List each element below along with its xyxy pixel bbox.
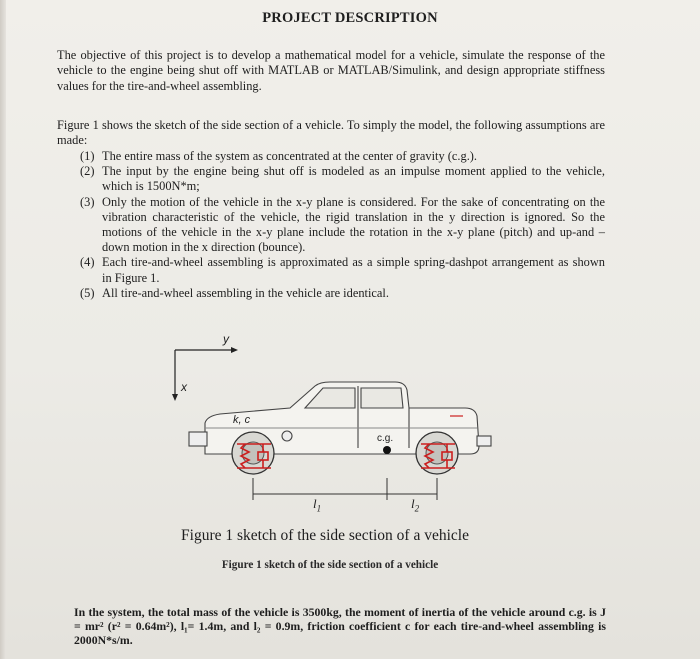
assumption-item: [80, 195, 605, 256]
figure-caption-large: Figure 1 sketch of the side section of a vehicle: [181, 527, 469, 544]
x-axis-arrow: [172, 394, 178, 401]
assumption-item: [80, 164, 605, 194]
intro-paragraph: The objective of this project is to develop a mathematical model for a vehicle, simulate the response of the vehicle to the engine being shut off with MATLAB or MATLAB/Simulink, and design appropriate stiffness values for the tire-and-wheel assembling.: [57, 48, 605, 93]
center-of-gravity-dot: [383, 446, 391, 454]
axis-y-label: y: [223, 332, 229, 346]
figure-caption-small: Figure 1 sketch of the side section of a vehicle: [221, 559, 439, 571]
assumption-text: Each tire-and-wheel assembling is approximated as a simple spring-dashpot arrangement as shown in Figure 1.: [102, 255, 605, 285]
rear-window: [361, 388, 403, 408]
vehicle-figure: [165, 328, 555, 523]
assumption-item: [80, 255, 605, 285]
l2-label: $l_2$: [411, 496, 420, 514]
assumption-item: [80, 286, 605, 301]
assumption-text: The input by the engine being shut off is modeled as an impulse moment applied to the vehicle, which is 1500N*m;: [102, 164, 605, 194]
fuel-cap: [282, 431, 292, 441]
assumption-text: All tire-and-wheel assembling in the vehicle are identical.: [102, 285, 389, 300]
assumptions-list: [80, 149, 605, 301]
axis-x-label: x: [181, 380, 187, 394]
page-title: PROJECT DESCRIPTION: [262, 10, 438, 26]
assumption-number: (5): [80, 285, 95, 300]
front-bumper: [189, 432, 207, 446]
system-parameters-paragraph: In the system, the total mass of the vehicle is 3500kg, the moment of inertia of the vehicle around c.g. is J = mr² (r² = 0.64m²), l₁= 1.4m, and l₂ = 0.9m, friction coefficient c for each tire-and-wheel assembling is 2000N*s/m.: [74, 605, 606, 648]
assumption-item: [80, 149, 605, 164]
assumption-number: (1): [80, 149, 95, 163]
assumption-number: (2): [80, 164, 95, 179]
assumption-text: Only the motion of the vehicle in the x-y plane is considered. For the sake of concentrating on the vibration characteristic of the vehicle, the rigid translation in the y direction is ignored. So the motions of the vehicle in the x-y plane include the rotation in the x-y plane (pitch) and up-and – down motion in the x direction (bounce).: [102, 194, 605, 255]
rear-bumper: [477, 436, 491, 446]
dimension-lines: [253, 478, 437, 500]
assumption-number: (3): [80, 194, 95, 209]
l1-label: $l_1$: [313, 496, 322, 514]
assumption-text: The entire mass of the system as concentrated at the center of gravity (c.g.).: [102, 149, 478, 163]
spring-kc-label: k, c: [233, 414, 251, 426]
figure-intro-paragraph: Figure 1 shows the sketch of the side section of a vehicle. To simply the model, the following assumptions are made:: [57, 118, 605, 148]
vehicle-sketch: [165, 328, 555, 523]
assumption-number: (4): [80, 255, 95, 270]
cg-label: c.g.: [377, 433, 394, 444]
y-axis-arrow: [231, 347, 238, 353]
